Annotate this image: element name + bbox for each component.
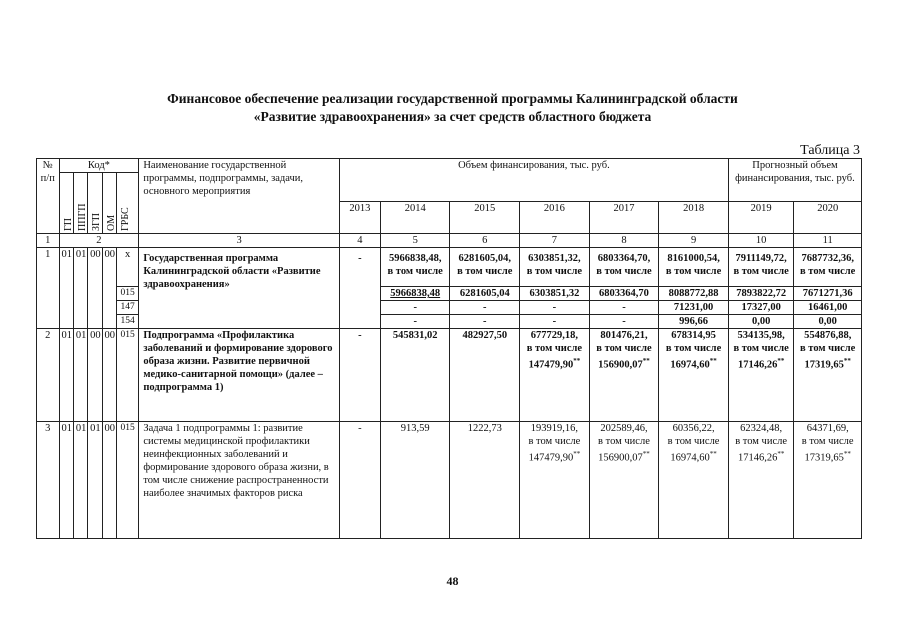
incl-2018: 16974,60	[670, 359, 710, 371]
colnum-8: 8	[589, 234, 659, 248]
table-label: Таблица 3	[800, 143, 860, 158]
incl-label: в том числе	[665, 266, 722, 277]
incl-label: в том числе	[665, 343, 722, 354]
code-ppgp: 01	[73, 248, 87, 329]
value-2020: 64371,69,	[806, 423, 849, 434]
sub-154-2018: 996,66	[659, 315, 729, 329]
colnum-6: 6	[450, 234, 520, 248]
header-code-ppgp: ППГП	[76, 203, 88, 231]
colnum-7: 7	[520, 234, 590, 248]
value-2014: 545831,02	[380, 329, 450, 422]
code-grbs: 015	[116, 422, 139, 539]
total-2014: 5966838,48,	[388, 253, 442, 264]
grbs-154: 154	[116, 315, 139, 329]
footnote-mark: **	[642, 450, 650, 458]
header-forecast: Прогнозный объем финансирования, тыс. руб.	[728, 159, 861, 202]
year-2015: 2015	[450, 202, 520, 234]
incl-label: в том числе	[801, 436, 854, 447]
colnum-3: 3	[139, 234, 340, 248]
value-2013: -	[339, 422, 380, 539]
incl-2017: 156900,07	[598, 359, 643, 371]
row-name: Задача 1 подпрограммы 1: развитие системы медицинской профилактики неинфекционных заболеваний и формирование здорового образа жизни, в том числе снижение распространенности наиболее значимых факторов риска	[139, 422, 340, 539]
value-2017: 202589,46,	[600, 423, 648, 434]
incl-label: в том числе	[457, 266, 513, 277]
value-2013: -	[339, 248, 380, 329]
value-2015: 1222,73	[450, 422, 520, 539]
incl-label: в том числе	[667, 436, 720, 447]
financing-table	[36, 158, 862, 539]
value-2016: 193919,16,	[530, 423, 578, 434]
header-code-grbs: ГРБС	[119, 207, 131, 231]
sub-147-2019: 17327,00	[728, 301, 794, 315]
table-row	[37, 248, 862, 287]
row-num: 3	[37, 422, 60, 539]
grbs-147: 147	[116, 301, 139, 315]
code-zgp: 00	[88, 329, 102, 422]
incl-label: в том числе	[800, 266, 856, 277]
document-title	[0, 90, 905, 126]
code-om: 00	[102, 248, 116, 329]
incl-2018: 16974,60	[670, 452, 710, 464]
incl-2020: 17319,65	[804, 452, 844, 464]
year-2017: 2017	[589, 202, 659, 234]
title-line-1: Финансовое обеспечение реализации государственной программы Калининградской области	[167, 91, 738, 106]
value-2019: 534135,98,	[737, 330, 785, 341]
incl-label: в том числе	[596, 343, 652, 354]
sub-147-2015: -	[450, 301, 520, 315]
sub-154-2016: -	[520, 315, 590, 329]
footnote-mark: **	[642, 357, 650, 365]
sub-015-2019: 7893822,72	[728, 287, 794, 301]
incl-label: в том числе	[387, 266, 443, 277]
colnum-10: 10	[728, 234, 794, 248]
incl-label: в том числе	[526, 343, 583, 354]
value-2019: 62324,48,	[740, 423, 783, 434]
incl-2016: 147479,90	[528, 452, 574, 464]
sub-015-2017: 6803364,70	[589, 287, 659, 301]
code-grbs: x	[116, 248, 139, 287]
title-line-2: «Развитие здравоохранения» за счет средств областного бюджета	[253, 109, 652, 124]
incl-label: в том числе	[596, 266, 652, 277]
value-2013: -	[339, 329, 380, 422]
incl-label: в том числе	[800, 343, 856, 354]
code-ppgp: 01	[73, 422, 87, 539]
sub-015-2015: 6281605,04	[450, 287, 520, 301]
incl-2019: 17146,26	[737, 359, 778, 371]
row-name: Подпрограмма «Профилактика заболеваний и формирование здорового образа жизни. Развитие первичной медико-санитарной помощи» (далее – подпрограмма 1)	[139, 329, 340, 422]
year-2018: 2018	[659, 202, 729, 234]
header-num: № п/п	[37, 159, 60, 234]
row-name: Государственная программа Калининградской области «Развитие здравоохранения»	[139, 248, 340, 329]
incl-label: в том числе	[733, 343, 789, 354]
total-2019: 7911149,72,	[735, 253, 787, 264]
sub-147-2020: 16461,00	[794, 301, 862, 315]
sub-154-2015: -	[450, 315, 520, 329]
value-2016: 677729,18,	[530, 330, 578, 341]
year-2016: 2016	[520, 202, 590, 234]
header-code-om: ОМ	[105, 214, 117, 231]
code-zgp: 00	[88, 248, 102, 329]
header-code-gp: ГП	[62, 217, 74, 231]
sub-015-2020: 7671271,36	[794, 287, 862, 301]
header-code: Код*	[59, 159, 139, 173]
table-row	[37, 422, 862, 539]
code-zgp: 01	[88, 422, 102, 539]
year-2019: 2019	[728, 202, 794, 234]
incl-2016: 147479,90	[528, 359, 574, 371]
total-2018: 8161000,54,	[667, 253, 720, 264]
value-2020: 554876,88,	[804, 330, 852, 341]
incl-2017: 156900,07	[598, 452, 643, 464]
footnote-mark: **	[777, 357, 785, 365]
total-2016: 6303851,32,	[528, 253, 581, 264]
footnote-mark: **	[709, 357, 717, 365]
sub-154-2017: -	[589, 315, 659, 329]
value-2018: 60356,22,	[672, 423, 715, 434]
footnote-mark: **	[843, 450, 851, 458]
incl-2020: 17319,65	[804, 359, 844, 371]
code-ppgp: 01	[73, 329, 87, 422]
code-gp: 01	[59, 248, 73, 329]
code-grbs: 015	[116, 329, 139, 422]
header-volume: Объем финансирования, тыс. руб.	[339, 159, 728, 202]
year-2013: 2013	[339, 202, 380, 234]
sub-147-2018: 71231,00	[659, 301, 729, 315]
value-2017: 801476,21,	[600, 330, 648, 341]
colnum-4: 4	[339, 234, 380, 248]
footnote-mark: **	[573, 357, 581, 365]
incl-label: в том числе	[528, 436, 581, 447]
column-number-row	[37, 234, 862, 248]
year-2020: 2020	[794, 202, 862, 234]
row-num: 2	[37, 329, 60, 422]
sub-147-2014: -	[380, 301, 450, 315]
page-number: 48	[446, 574, 459, 588]
total-2017: 6803364,70,	[597, 253, 651, 264]
footnote-mark: **	[573, 450, 581, 458]
value-2014: 913,59	[380, 422, 450, 539]
header-name: Наименование государственной программы, подпрограммы, задачи, основного мероприятия	[139, 159, 340, 234]
sub-015-2018: 8088772,88	[659, 287, 729, 301]
sub-147-2016: -	[520, 301, 590, 315]
incl-2019: 17146,26	[737, 452, 778, 464]
footnote-mark: **	[709, 450, 717, 458]
total-2015: 6281605,04,	[458, 253, 512, 264]
year-2014: 2014	[380, 202, 450, 234]
code-gp: 01	[59, 329, 73, 422]
footnote-mark: **	[843, 357, 851, 365]
code-om: 00	[102, 329, 116, 422]
value-2018: 678314,95	[671, 330, 716, 341]
code-om: 00	[102, 422, 116, 539]
value-2015: 482927,50	[450, 329, 520, 422]
colnum-9: 9	[659, 234, 729, 248]
colnum-11: 11	[794, 234, 862, 248]
colnum-2: 2	[59, 234, 139, 248]
sub-154-2019: 0,00	[728, 315, 794, 329]
incl-label: в том числе	[735, 436, 788, 447]
sub-015-2014: 5966838,48	[380, 287, 450, 301]
sub-015-2016: 6303851,32	[520, 287, 590, 301]
header-code-zgp: ЗГП	[91, 212, 103, 231]
grbs-015: 015	[116, 287, 139, 301]
incl-label: в том числе	[733, 266, 789, 277]
incl-label: в том числе	[526, 266, 583, 277]
table-row	[37, 329, 862, 422]
header-row-1	[37, 159, 862, 173]
colnum-1: 1	[37, 234, 60, 248]
row-num: 1	[37, 248, 60, 329]
sub-154-2014: -	[380, 315, 450, 329]
footnote-mark: **	[777, 450, 785, 458]
sub-154-2020: 0,00	[794, 315, 862, 329]
total-2020: 7687732,36,	[801, 253, 854, 264]
incl-label: в том числе	[598, 436, 650, 447]
sub-147-2017: -	[589, 301, 659, 315]
code-gp: 01	[59, 422, 73, 539]
colnum-5: 5	[380, 234, 450, 248]
